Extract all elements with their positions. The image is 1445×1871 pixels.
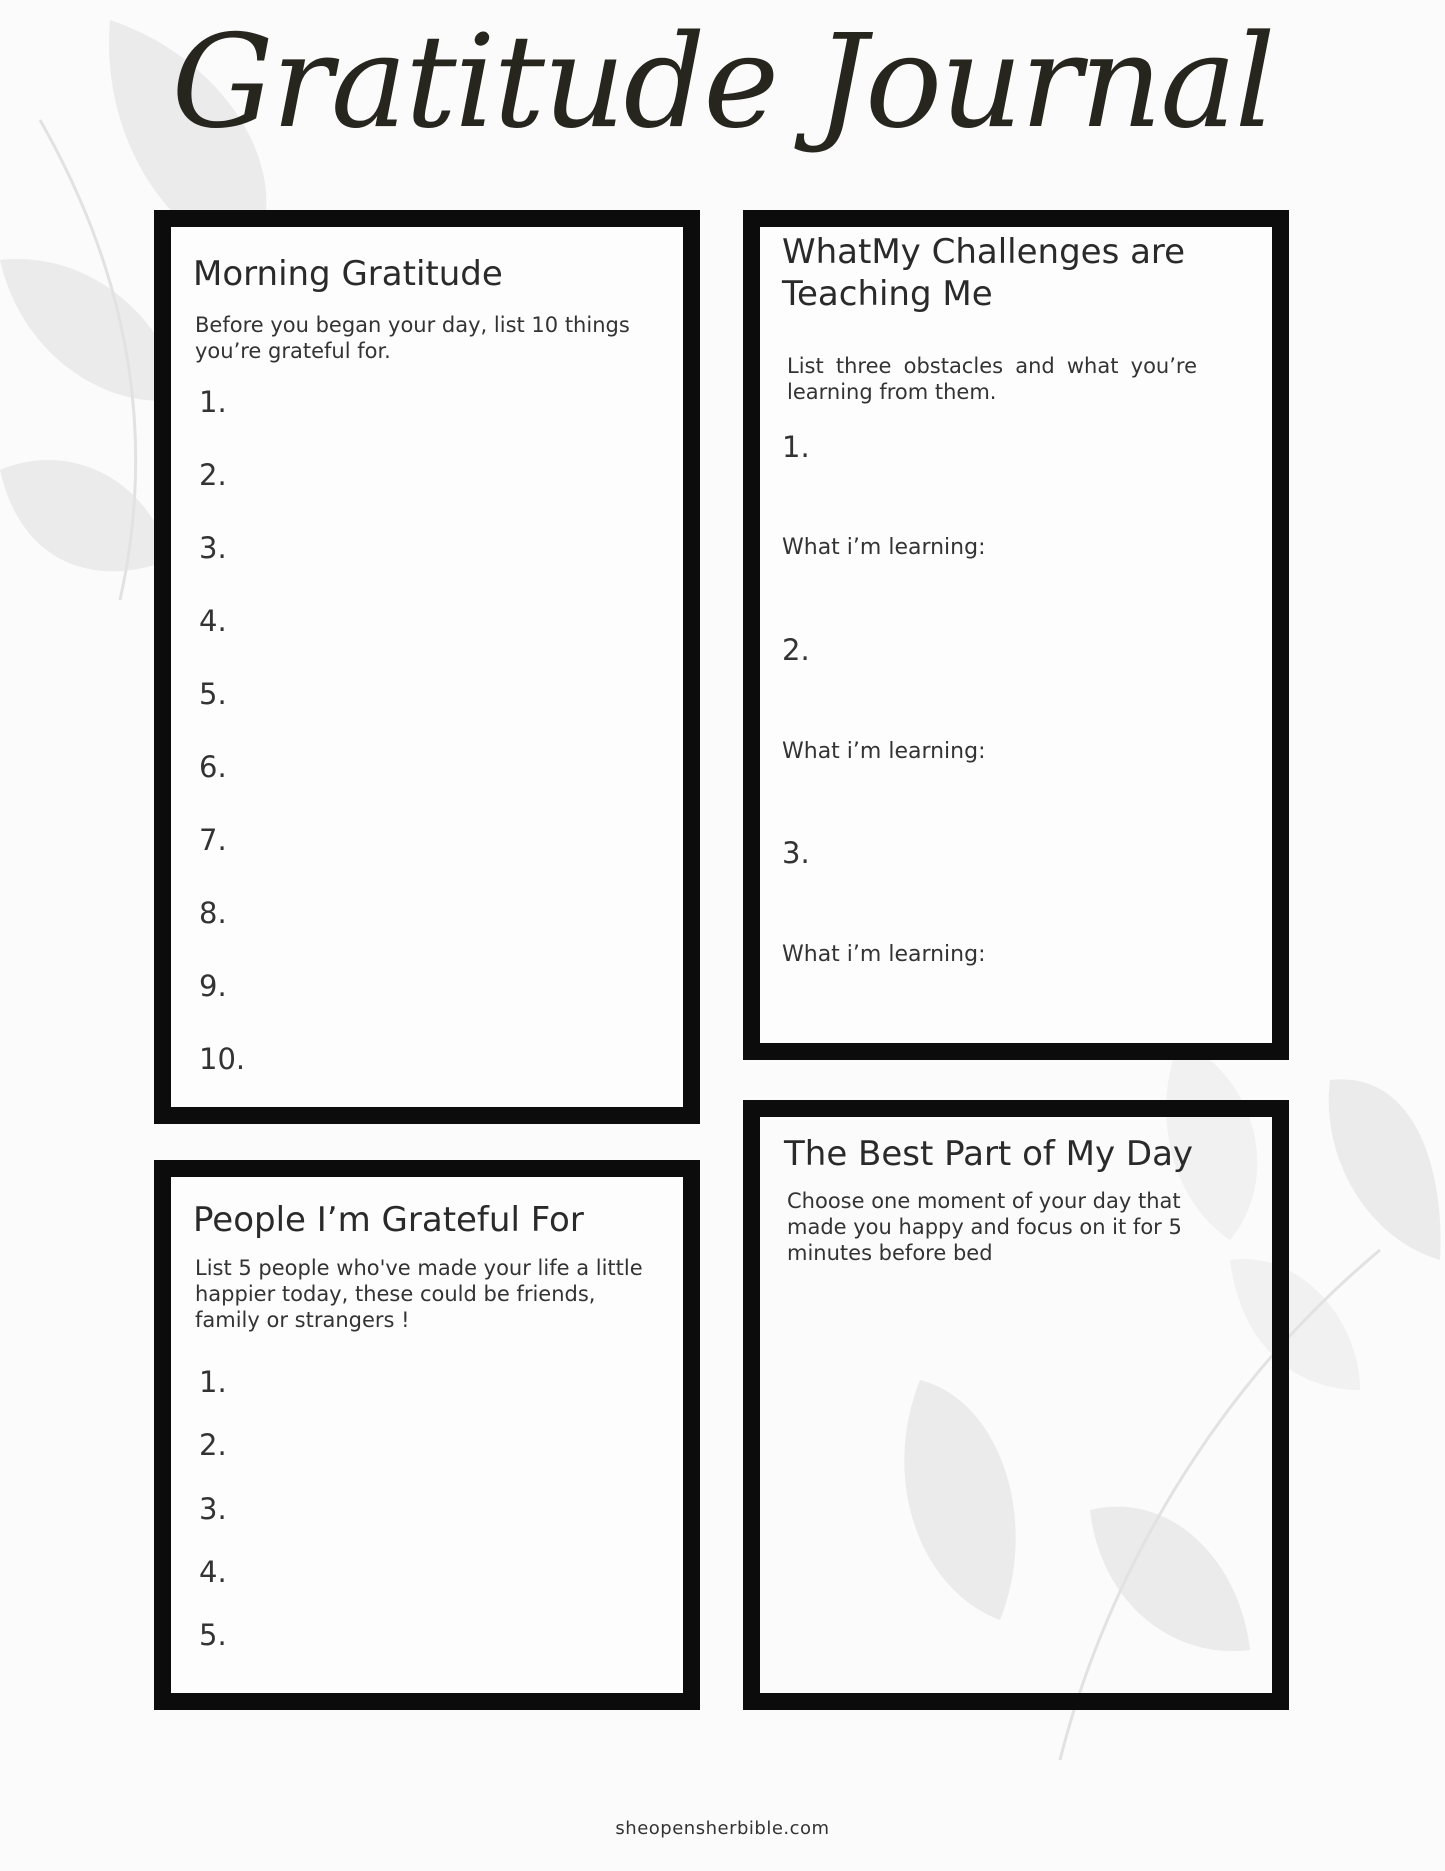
- morning-item-3: 3.: [199, 531, 227, 565]
- challenge-item-1: 1.: [782, 430, 810, 464]
- people-item-5: 5.: [199, 1618, 227, 1652]
- best-part-heading: The Best Part of My Day: [784, 1134, 1194, 1174]
- people-item-4: 4.: [199, 1555, 227, 1589]
- people-item-3: 3.: [199, 1492, 227, 1526]
- morning-gratitude-heading: Morning Gratitude: [193, 254, 503, 294]
- morning-item-4: 4.: [199, 604, 227, 638]
- morning-gratitude-box: [154, 210, 700, 1124]
- best-part-box: [743, 1100, 1289, 1710]
- people-grateful-box: [154, 1160, 700, 1710]
- best-part-description: Choose one moment of your day that made you happy and focus on it for 5 minutes before bed: [787, 1189, 1182, 1265]
- morning-item-5: 5.: [199, 677, 227, 711]
- page-title: Gratitude Journal: [171, 8, 1274, 157]
- challenge-learning-3: What i’m learning:: [782, 942, 986, 967]
- challenges-description: List three obstacles and what you’re learning from them.: [787, 354, 1197, 404]
- morning-item-8: 8.: [199, 896, 227, 930]
- challenge-item-2: 2.: [782, 633, 810, 667]
- morning-item-9: 9.: [199, 969, 227, 1003]
- morning-item-10: 10.: [199, 1042, 246, 1076]
- challenge-learning-1: What i’m learning:: [782, 535, 986, 560]
- morning-item-2: 2.: [199, 458, 227, 492]
- challenge-learning-2: What i’m learning:: [782, 739, 986, 764]
- challenges-heading: WhatMy Challenges are Teaching Me: [782, 232, 1186, 314]
- challenge-item-3: 3.: [782, 836, 810, 870]
- morning-item-7: 7.: [199, 823, 227, 857]
- footer-website: sheopensherbible.com: [615, 1818, 830, 1839]
- people-grateful-description: List 5 people who've made your life a little happier today, these could be friends, family or strangers !: [195, 1256, 643, 1332]
- morning-gratitude-description: Before you began your day, list 10 things you’re grateful for.: [195, 313, 630, 363]
- challenges-box: [743, 210, 1289, 1060]
- morning-item-1: 1.: [199, 385, 227, 419]
- people-item-1: 1.: [199, 1365, 227, 1399]
- morning-item-6: 6.: [199, 750, 227, 784]
- people-item-2: 2.: [199, 1428, 227, 1462]
- people-grateful-heading: People I’m Grateful For: [193, 1200, 584, 1240]
